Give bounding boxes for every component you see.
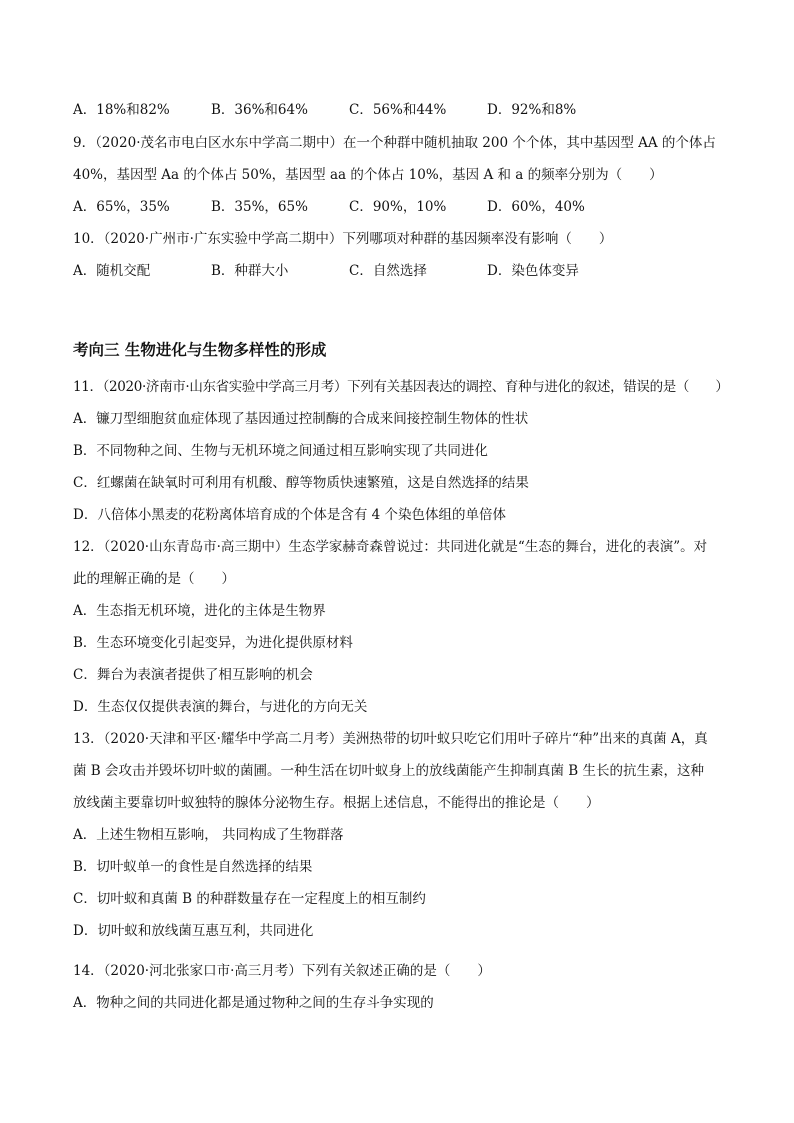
- q8-options: [73, 100, 733, 120]
- q12-option-a[interactable]: A．生态指无机环境，进化的主体是生物界: [73, 603, 326, 619]
- q8-option-d[interactable]: D．92%和8%: [487, 102, 577, 118]
- q11-stem: 11．（2020·济南市·山东省实验中学高三月考）下列有关基因表达的调控、育种与进化的叙述，错误的是（ ）: [73, 379, 729, 395]
- q10-option-d[interactable]: D．染色体变异: [487, 263, 579, 279]
- q13-option-c[interactable]: C．切叶蚁和真菌 B 的种群数量存在一定程度上的相互制约: [73, 891, 426, 907]
- q13-option-b[interactable]: B．切叶蚁单一的食性是自然选择的结果: [73, 859, 313, 875]
- q11-option-a[interactable]: A．镰刀型细胞贫血症体现了基因通过控制酶的合成来间接控制生物体的性状: [73, 411, 529, 427]
- q12-option-d[interactable]: D．生态仅仅提供表演的舞台，与进化的方向无关: [73, 699, 368, 715]
- q13-option-a[interactable]: A．上述生物相互影响， 共同构成了生物群落: [73, 827, 344, 843]
- q11-option-c[interactable]: C．红螺菌在缺氧时可利用有机酸、醇等物质快速繁殖，这是自然选择的结果: [73, 475, 529, 491]
- q9-option-d[interactable]: D．60%，40%: [487, 199, 585, 215]
- q12-stem-line1: 12．（2020·山东青岛市·高三期中）生态学家赫奇森曾说过：共同进化就是“生态的舞台，进化的表演”。对: [73, 539, 708, 555]
- q10-option-a[interactable]: A．随机交配: [73, 263, 151, 279]
- q13-stem-line3: 放线菌主要靠切叶蚁独特的腺体分泌物生存。根据上述信息，不能得出的推论是（ ）: [73, 795, 600, 811]
- q9-option-c[interactable]: C．90%，10%: [349, 199, 447, 215]
- q12-stem-line2: 此的理解正确的是（ ）: [73, 571, 235, 587]
- q10-option-c[interactable]: C．自然选择: [349, 263, 427, 279]
- q14-stem: 14．（2020·河北张家口市·高三月考）下列有关叙述正确的是（ ）: [73, 963, 491, 979]
- q12-option-b[interactable]: B．生态环境变化引起变异，为进化提供原材料: [73, 635, 353, 651]
- q9-stem-line1: 9．（2020·茂名市电白区水东中学高二期中）在一个种群中随机抽取 200 个个体，其中基因型 AA 的个体占: [73, 135, 716, 151]
- q10-option-b[interactable]: B．种群大小: [211, 263, 289, 279]
- q14-option-a[interactable]: A．物种之间的共同进化都是通过物种之间的生存斗争实现的: [73, 995, 434, 1011]
- q8-option-b[interactable]: B．36%和64%: [211, 102, 308, 118]
- section-heading: 考向三 生物进化与生物多样性的形成: [73, 341, 327, 359]
- q13-stem-line1: 13．（2020·天津和平区·耀华中学高二月考）美洲热带的切叶蚁只吃它们用叶子碎片“种”出来的真菌 A，真: [73, 731, 708, 747]
- q9-option-a[interactable]: A．65%，35%: [73, 199, 170, 215]
- q10-stem: 10．（2020·广州市·广东实验中学高二期中）下列哪项对种群的基因频率没有影响（ ）: [73, 231, 613, 247]
- q8-option-c[interactable]: C．56%和44%: [349, 102, 447, 118]
- q9-option-b[interactable]: B．35%，65%: [211, 199, 308, 215]
- q12-option-c[interactable]: C．舞台为表演者提供了相互影响的机会: [73, 667, 313, 683]
- q9-options: [73, 197, 733, 217]
- q13-stem-line2: 菌 B 会攻击并毁坏切叶蚁的菌圃。一种生活在切叶蚁身上的放线菌能产生抑制真菌 B 生长的抗生素，这种: [73, 763, 705, 779]
- q9-stem-line2: 40%，基因型 Aa 的个体占 50%，基因型 aa 的个体占 10%，基因 A 和 a 的频率分别为（ ）: [73, 167, 663, 183]
- q10-options: [73, 261, 733, 281]
- q11-option-b[interactable]: B．不同物种之间、生物与无机环境之间通过相互影响实现了共同进化: [73, 443, 488, 459]
- q8-option-a[interactable]: A．18%和82%: [73, 102, 170, 118]
- q11-option-d[interactable]: D．八倍体小黑麦的花粉离体培育成的个体是含有 4 个染色体组的单倍体: [73, 507, 506, 523]
- q13-option-d[interactable]: D．切叶蚁和放线菌互惠互利，共同进化: [73, 923, 314, 939]
